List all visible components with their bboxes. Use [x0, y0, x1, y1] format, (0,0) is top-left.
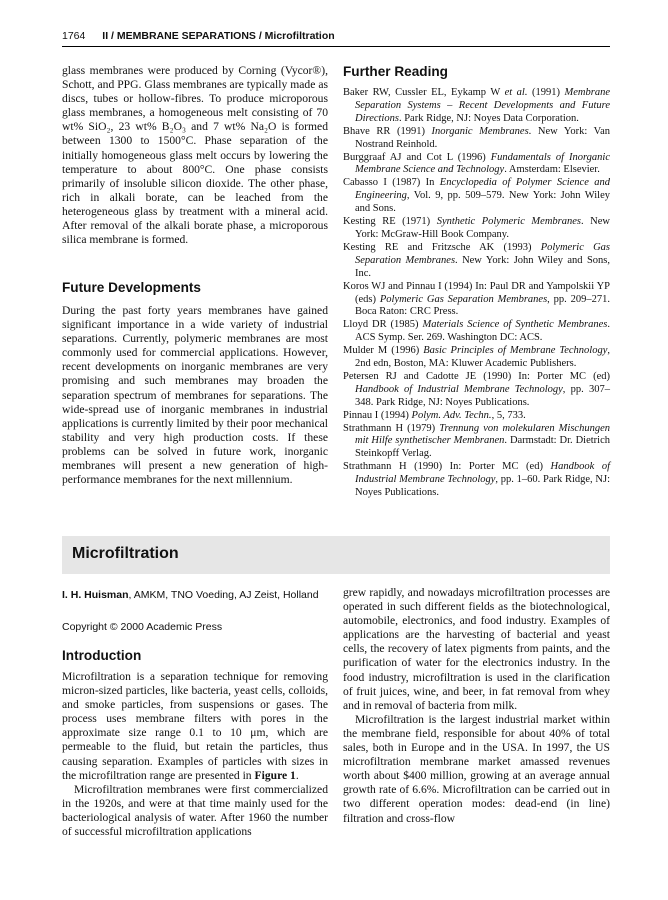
reference-title: Trennung von molekularen Mischungen mit Hilfe synthetischer Membranen: [355, 422, 610, 447]
reference-authors: Lloyd DR (1985): [343, 319, 423, 331]
intro-p1-end: .: [295, 768, 299, 782]
reference-authors: Koros WJ and Pinnau I (1994) In: Paul DR and Yampolskii YP (eds): [343, 280, 610, 305]
reference-item: [343, 423, 610, 462]
reference-rest: . Darmstadt: Dr. Dietrich Steinkopff Verlag.: [355, 435, 610, 460]
author-affiliation: , AMKM, TNO Voeding, AJ Zeist, Holland: [128, 589, 319, 601]
reference-item: [343, 461, 610, 500]
reference-title: Encyclopedia of Polymer Science and Engineering: [355, 177, 611, 202]
reference-rest: . Park Ridge, NJ: Noyes Data Corporation.: [398, 112, 579, 124]
reference-item: [343, 152, 610, 178]
figure-1-reference[interactable]: Figure 1: [254, 768, 296, 782]
reference-rest: , pp. 1–60. Park Ridge, NJ: Noyes Publications.: [355, 474, 610, 499]
intro-paragraph-1: [62, 670, 328, 783]
reference-authors: Pinnau I (1994): [343, 409, 412, 421]
reference-item: [343, 242, 610, 281]
future-developments-paragraph: [62, 304, 328, 487]
reference-authors: Strathmann H (1990) In: Porter MC (ed): [343, 461, 551, 473]
reference-item: [343, 371, 610, 410]
reference-title: Membrane Separation Systems – Recent Developments and Future Directions: [355, 87, 610, 124]
reference-item: [343, 126, 610, 152]
reference-title: Fundamentals of Inorganic Membrane Science and Technology: [355, 151, 611, 176]
reference-rest: . New York: Van Nostrand Reinhold.: [355, 125, 610, 150]
reference-title: Polymeric Gas Separation Membranes: [355, 241, 611, 266]
future-text: During the past forty years membranes have gained significant importance in a wide variety of industrial separations. Currently, polymeric membranes are most commonly used for commercial applications. However, recent developments on inorganic membranes are very promising and such membranes may broaden the separation spectrum of membranes for separations. The wide-spread use of inorganic membranes in industrial applications is currently limited by their poor mechanical stability and very high production costs. If these problems can be solved in future work, inorganic membranes will present a new generation of high-performance membranes for the next millennium.: [62, 304, 328, 487]
reference-rest: , pp. 307–348. Park Ridge, NJ: Noyes Publications.: [355, 383, 610, 408]
reference-authors: Kesting RE (1971): [343, 216, 437, 228]
author-name: I. H. Huisman: [62, 589, 129, 601]
intro-paragraph-4: Microfiltration is the largest industrial market within the membrane field, responsible for about 40% of total sales, both in Europe and in the USA. In 1997, the US microfiltration membrane market amassed revenues worth about $400 million, growing at an average annual growth rate of 6.6%. Microfiltration can be carried out in two different operation modes: dead-end (in line) filtration and cross-flow: [343, 712, 610, 825]
reference-etal: et al.: [504, 87, 528, 98]
reference-rest: , pp. 209–271. Boca Raton: CRC Press.: [355, 293, 610, 318]
introduction-body-continued: [343, 586, 610, 826]
intro-paragraph-3: grew rapidly, and nowadays microfiltration processes are operated in such different fields as the biotechnological, automobile, electronics, and food industry. Examples of applications are the harvesting of bacterial and yeast cells, the recovery of latex pigments from paints, and the purification of water for the electronics industry. In the food industry, microfiltration is used in the clarification of fruit juices, wine, and beer, in fat removal from whey and in removal of bacteria from milk.: [343, 586, 610, 712]
reference-item: [343, 281, 610, 320]
reference-title: Basic Principles of Membrane Technology: [423, 345, 608, 357]
running-header: [62, 30, 610, 42]
reference-authors: Kesting RE and Fritzsche AK (1993): [343, 241, 541, 253]
reference-authors: Strathmann H (1979): [343, 422, 440, 434]
reference-rest: , Vol. 9, pp. 509–579. New York: John Wiley and Sons.: [355, 190, 610, 215]
reference-title: Synthetic Polymeric Membranes: [436, 216, 581, 228]
future-developments-heading: Future Developments: [62, 280, 201, 295]
reference-title: Polym. Adv. Techn.: [411, 409, 492, 421]
introduction-body: [62, 670, 328, 839]
page-number: 1764: [62, 30, 86, 42]
intro-paragraph-2: Microfiltration membranes were first commercialized in the 1920s, and were at that time mainly used for the bacteriological analysis of water. After 1960 the number of successful microfiltration applications: [62, 782, 328, 839]
copyright-notice: Copyright © 2000 Academic Press: [62, 621, 223, 633]
introduction-heading: Introduction: [62, 648, 142, 663]
reference-item: [343, 216, 610, 242]
reference-title: Materials Science of Synthetic Membranes: [422, 319, 608, 331]
article-title-band: [62, 536, 610, 574]
intro-p1-text: Microfiltration is a separation technique for removing micron-sized particles, like bacteria, yeast cells, colloids, and smoke particles, from suspensions or gases. The process uses membrane filters with pores in the approximate size range 0.1 to 10 μm, which are permeable to the fluid, but retain the particles, thus causing separation. Examples of particles with sizes in the microfiltration range are presented in: [62, 670, 328, 782]
reference-year: (1991): [527, 87, 565, 98]
glass-text: glass membranes were produced by Corning (Vycor®), Schott, and PPG. Glass membranes are typically made as discs, tubes or hollow-fibres. To produce microporous glass membranes, a homogeneous melt consisting of 70 wt% SiO₂, 23 wt% B₂O₃ and 7 wt% Na₂O is formed between 1300 to 1500°C. Phase separation of the initially homogeneous glass melt occurs by lowering the temperature to about 800°C. One phase consists primarily of insoluble silicon dioxide. The other phase, rich in alkali borate, can be leached from the heterogeneous glass by treatment with a mineral acid. After removal of the alkali borate phase, a microporous silica membrane is formed.: [62, 64, 328, 247]
reference-rest: , 5, 733.: [491, 409, 526, 421]
reference-rest: . New York: John Wiley and Sons, Inc.: [355, 254, 610, 279]
reference-title: Handbook of Industrial Membrane Technology: [355, 383, 563, 395]
reference-authors: Baker RW, Cussler EL, Eykamp W: [343, 87, 505, 98]
reference-authors: Burggraaf AJ and Cot L (1996): [343, 151, 491, 163]
glass-membranes-paragraph: [62, 64, 328, 247]
header-rule: [62, 46, 610, 47]
reference-item: [343, 345, 610, 371]
reference-rest: . Amsterdam: Elsevier.: [504, 164, 600, 176]
reference-authors: Bhave RR (1991): [343, 125, 432, 137]
reference-rest: . New York: McGraw-Hill Book Company.: [355, 216, 610, 240]
further-reading-heading: Further Reading: [343, 64, 448, 79]
running-title: II / MEMBRANE SEPARATIONS / Microfiltration: [102, 30, 335, 42]
author-line: [62, 588, 328, 602]
reference-authors: Petersen RJ and Cadotte JE (1990) In: Porter MC (ed): [343, 370, 610, 382]
reference-rest: . ACS Symp. Ser. 269. Washington DC: ACS.: [355, 319, 610, 344]
reference-authors: Cabasso I (1987) In: [343, 177, 440, 189]
reference-title: Inorganic Membranes: [431, 125, 529, 137]
article-title: Microfiltration: [72, 545, 179, 562]
reference-item: [343, 319, 610, 345]
reference-list: [343, 87, 610, 500]
reference-rest: , 2nd edn, Boston, MA: Kluwer Academic Publishers.: [355, 345, 610, 370]
reference-title: Polymeric Gas Separation Membranes: [379, 293, 548, 305]
reference-item: [343, 87, 610, 126]
reference-item: [343, 410, 610, 423]
reference-item: [343, 177, 610, 216]
reference-title: Handbook of Industrial Membrane Technology: [355, 461, 610, 486]
reference-authors: Mulder M (1996): [343, 345, 424, 357]
